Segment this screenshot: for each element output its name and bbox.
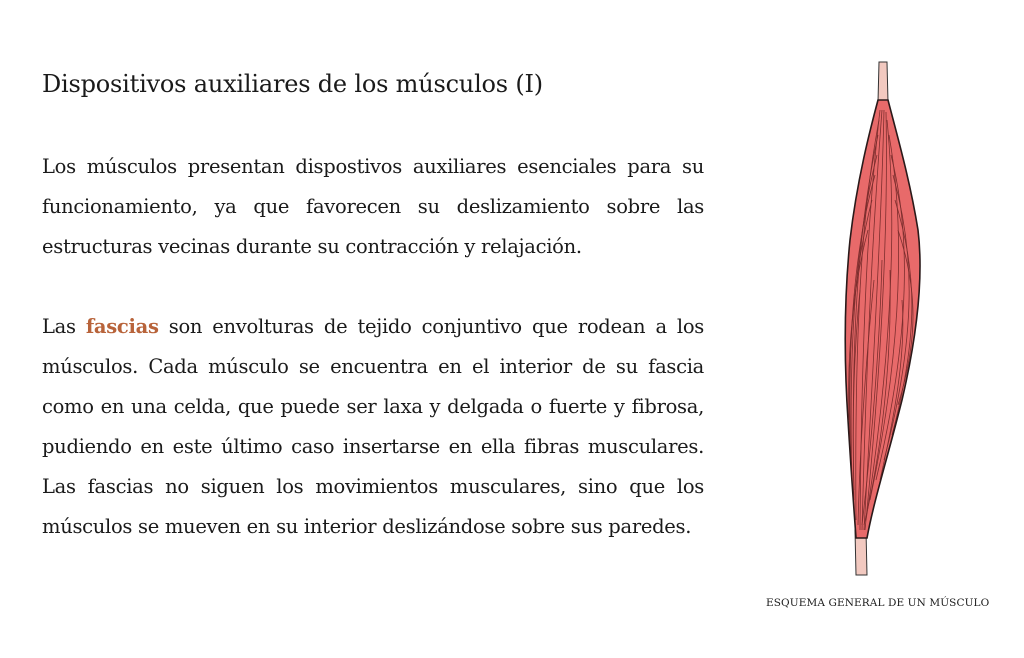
intro-paragraph: Los músculos presentan dispostivos auxiliares esenciales para su funcionamiento, ya que favorecen su deslizamiento sobre las estructuras vecinas durante su contracción y relajación.: [42, 155, 704, 258]
paragraph-prefix: Las: [42, 315, 86, 338]
fascias-term: fascias: [85, 315, 159, 338]
fascias-paragraph: [42, 307, 704, 547]
top-tendon: [878, 62, 888, 102]
figure-caption: ESQUEMA GENERAL DE UN MÚSCULO: [766, 597, 990, 609]
page-title: Dispositivos auxiliares de los músculos (I): [42, 70, 543, 98]
paragraph-body: son envolturas de tejido conjuntivo que rodean a los músculos. Cada músculo se encuentra en el interior de su fascia como en una celda, que puede ser laxa y delgada o fuerte y fibrosa, pudiendo en este último caso insertarse en ella fibras musculares. Las fascias no siguen los movimientos musculares, sino que los músculos se mueven en su interior deslizándose sobre sus paredes.: [42, 315, 704, 538]
muscle-illustration-icon: [832, 60, 932, 580]
muscle-svg: [832, 60, 932, 580]
